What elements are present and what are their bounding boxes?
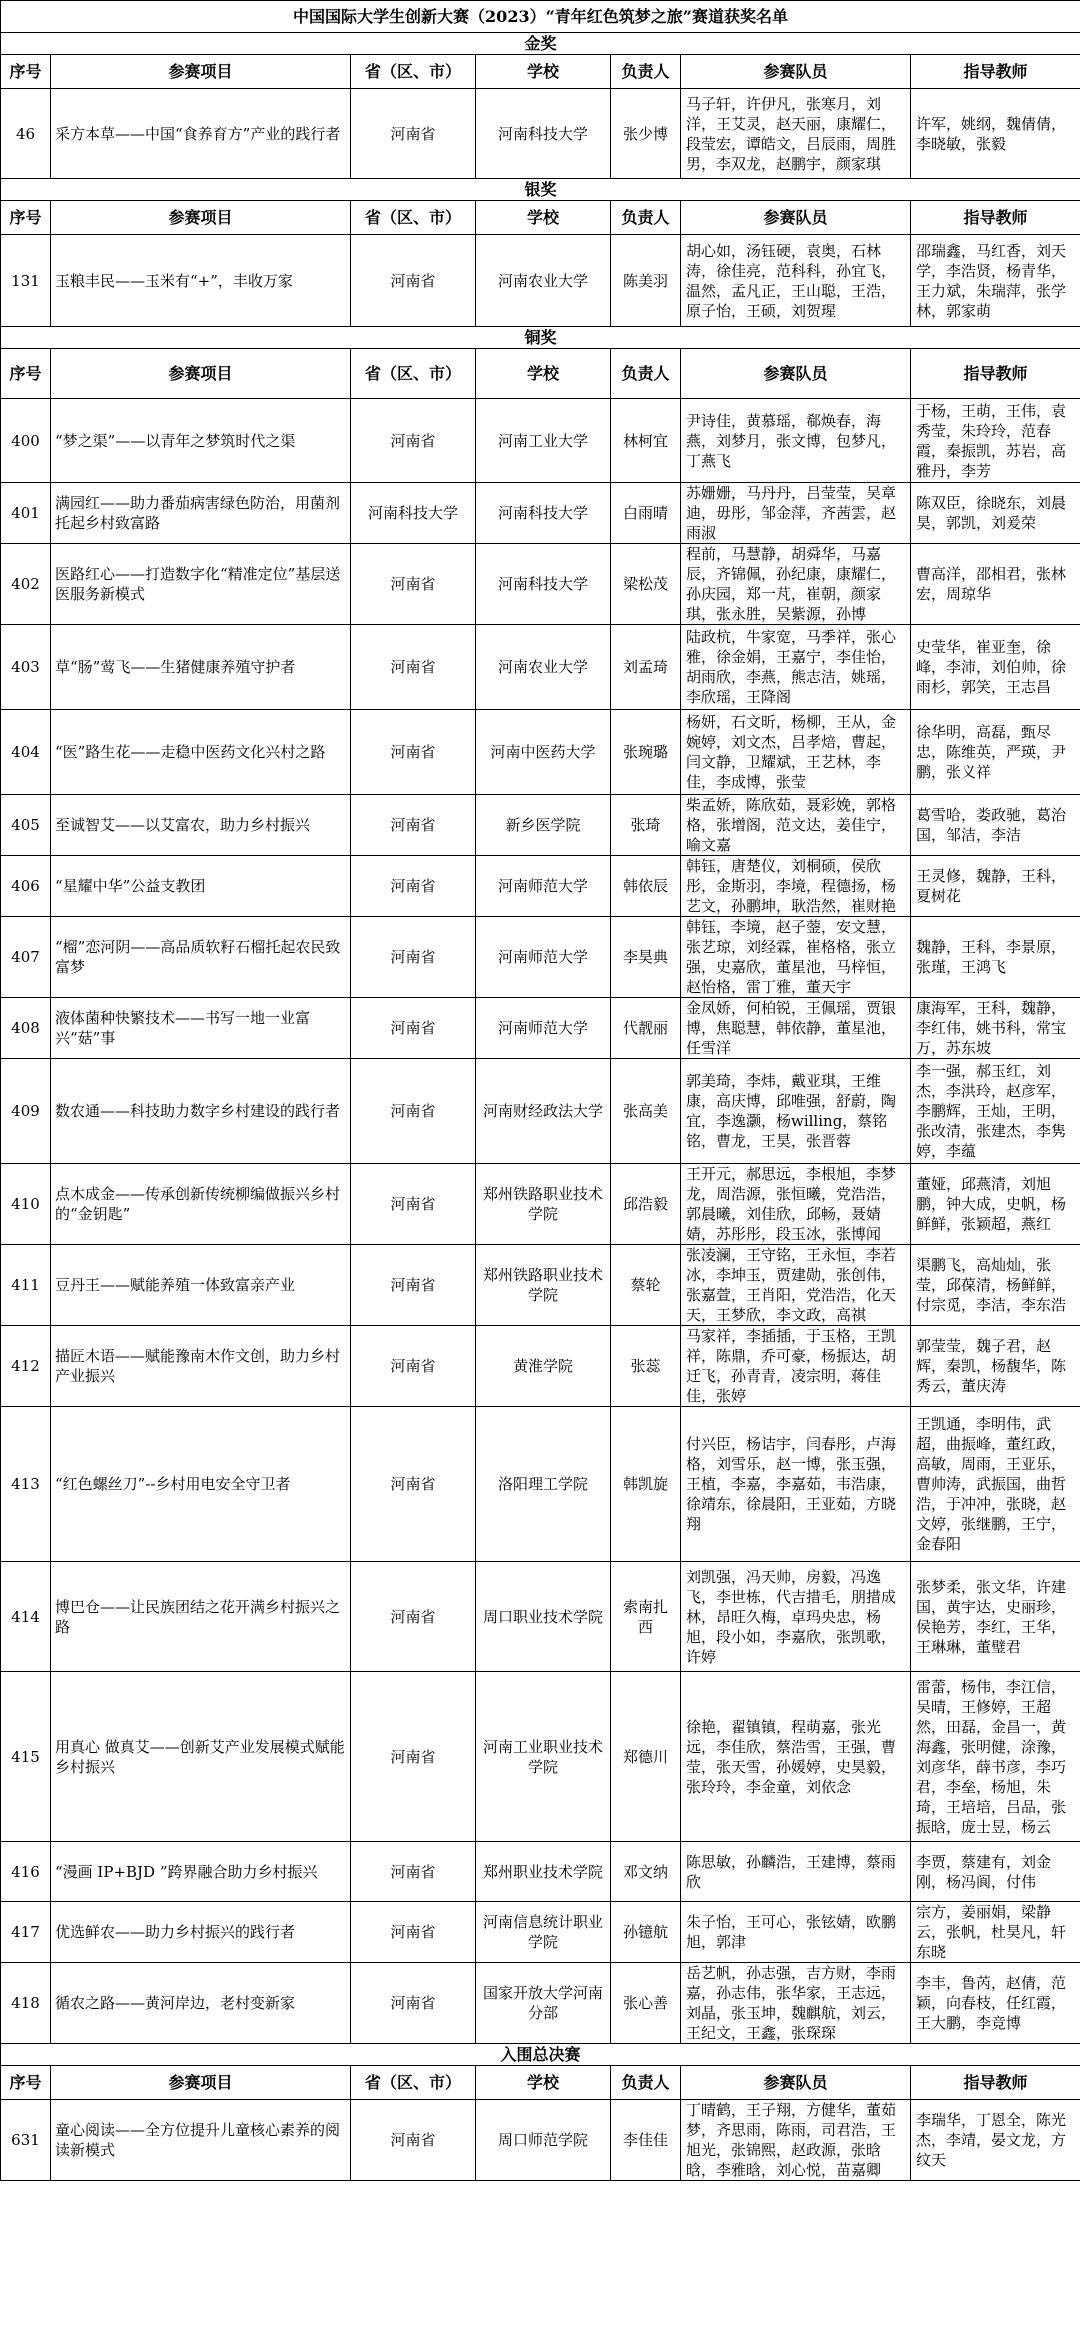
table-row (1, 483, 1080, 544)
cell-no: 406 (1, 856, 51, 917)
header-leader: 负责人 (611, 55, 681, 89)
cell-project: 童心阅读——全方位提升儿童核心素养的阅读新模式 (51, 2100, 351, 2181)
cell-leader: 张心善 (611, 1963, 681, 2044)
cell-no: 415 (1, 1672, 51, 1842)
cell-no: 407 (1, 917, 51, 998)
cell-leader: 韩依辰 (611, 856, 681, 917)
cell-school: 河南工业大学 (476, 399, 611, 483)
cell-province: 河南省 (351, 917, 476, 998)
cell-members: 郭美琦，李炜，戴亚琪，王维康，高庆博，邱唯强，舒蔚，陶宜，李逸灏，杨willing，蔡铭铭，曹龙，王昊，张晋蓉 (681, 1059, 911, 1164)
cell-teachers: 许军，姚纲，魏倩倩，李晓敏，张毅 (911, 89, 1080, 179)
cell-leader: 代靓丽 (611, 998, 681, 1059)
cell-school: 河南工业职业技术学院 (476, 1672, 611, 1842)
cell-project: 至诚智艾——以艾富农，助力乡村振兴 (51, 795, 351, 856)
cell-members: 刘凯强，冯天帅，房毅，冯逸飞，李世栋，代吉措毛，朋措成林，昂旺久梅，卓玛央忠，杨旭，段小如，李嘉欣，张凯歌，许婷 (681, 1562, 911, 1672)
cell-teachers: 魏静，王科，李景原，张瑾，王鸿飞 (911, 917, 1080, 998)
cell-project: 液体菌种快繁技术——书写一地一业富兴“菇”事 (51, 998, 351, 1059)
cell-members: 尹诗佳，黄慕瑶，郗焕春，海燕，刘梦月，张文博，包梦凡，丁燕飞 (681, 399, 911, 483)
cell-project: “梦之渠”——以青年之梦筑时代之渠 (51, 399, 351, 483)
cell-teachers: 史莹华，崔亚奎，徐峰，李沛，刘伯帅，徐雨杉，郭笑，王志昌 (911, 625, 1080, 710)
cell-teachers: 李瑞华，丁恩全，陈光杰，李靖，晏文龙，方纹天 (911, 2100, 1080, 2181)
cell-leader: 韩凯旋 (611, 1407, 681, 1562)
header-province: 省（区、市） (351, 201, 476, 235)
cell-province: 河南省 (351, 1562, 476, 1672)
cell-school: 河南科技大学 (476, 89, 611, 179)
cell-no: 131 (1, 235, 51, 327)
cell-project: 豆丹王——赋能养殖一体致富亲产业 (51, 1245, 351, 1326)
cell-project: 采方本草——中国“食养育方”产业的践行者 (51, 89, 351, 179)
table-row (1, 1963, 1080, 2044)
cell-province: 河南省 (351, 544, 476, 625)
header-teachers: 指导教师 (911, 55, 1080, 89)
header-province: 省（区、市） (351, 55, 476, 89)
cell-leader: 郑德川 (611, 1672, 681, 1842)
header-school: 学校 (476, 349, 611, 399)
table-row (1, 89, 1080, 179)
cell-teachers: 郭莹莹，魏子君，赵辉，秦凯，杨馥华，陈秀云，董庆涛 (911, 1326, 1080, 1407)
cell-leader: 梁松茂 (611, 544, 681, 625)
table-row (1, 1562, 1080, 1672)
cell-leader: 孙镱航 (611, 1902, 681, 1963)
header-members: 参赛队员 (681, 2066, 911, 2100)
cell-teachers: 宗方，姜丽娟，梁静云，张帆，杜昊凡，轩东晓 (911, 1902, 1080, 1963)
cell-members: 张凌澜，王守铭，王永恒，李若冰，李坤玉，贾建勋，张创伟，张嘉萱，王肖阳，党浩浩，化天天，王梦欣，李文政，高祺 (681, 1245, 911, 1326)
cell-leader: 张蕊 (611, 1326, 681, 1407)
cell-no: 412 (1, 1326, 51, 1407)
cell-no: 411 (1, 1245, 51, 1326)
cell-province: 河南省 (351, 998, 476, 1059)
table-row (1, 795, 1080, 856)
section-title: 铜奖 (1, 327, 1080, 349)
cell-no: 631 (1, 2100, 51, 2181)
header-no: 序号 (1, 201, 51, 235)
table-row (1, 2100, 1080, 2181)
cell-project: 循农之路——黄河岸边，老村变新家 (51, 1963, 351, 2044)
cell-school: 河南信息统计职业学院 (476, 1902, 611, 1963)
cell-teachers: 徐华明，高磊，甄尽忠，陈维英，严瑛，尹鹏，张义祥 (911, 710, 1080, 795)
table-row (1, 1672, 1080, 1842)
table-row (1, 1245, 1080, 1326)
cell-province: 河南省 (351, 710, 476, 795)
table-row (1, 544, 1080, 625)
table-row (1, 1407, 1080, 1562)
cell-teachers: 李一强，郝玉红，刘杰，李洪玲，赵彦军，李鹏辉，王灿，王明，张改清，张建杰，李隽婷，李蕴 (911, 1059, 1080, 1164)
header-leader: 负责人 (611, 201, 681, 235)
cell-teachers: 李贾，蔡建有，刘金刚，杨冯阆，付伟 (911, 1842, 1080, 1902)
cell-members: 程前，马慧静，胡舜华，马嘉辰，齐锦佩，孙纪康，康耀仁，孙庆园，郑一芃，崔朝，颜家琪，张永胜，吴紫源，孙博 (681, 544, 911, 625)
cell-no: 408 (1, 998, 51, 1059)
header-row (1, 2066, 1080, 2100)
cell-project: “星耀中华”公益支教团 (51, 856, 351, 917)
cell-school: 河南农业大学 (476, 235, 611, 327)
cell-school: 河南科技大学 (476, 483, 611, 544)
cell-project: 数农通——科技助力数字乡村建设的践行者 (51, 1059, 351, 1164)
cell-project: “医”路生花——走稳中医药文化兴村之路 (51, 710, 351, 795)
cell-teachers: 曹高洋，邵相君，张林宏，周琼华 (911, 544, 1080, 625)
cell-no: 402 (1, 544, 51, 625)
cell-school: 新乡医学院 (476, 795, 611, 856)
cell-project: “红色螺丝刀”--乡村用电安全守卫者 (51, 1407, 351, 1562)
cell-leader: 陈美羽 (611, 235, 681, 327)
cell-members: 付兴臣，杨诘宇，闫春彤，卢海格，刘雪乐，赵一博，张玉强，王植，李嘉，李嘉茹，韦浩康，徐靖东，徐晨阳，王亚茹，方晓翔 (681, 1407, 911, 1562)
cell-teachers: 王灵修，魏静，王科，夏树花 (911, 856, 1080, 917)
table-row (1, 1902, 1080, 1963)
cell-province: 河南省 (351, 795, 476, 856)
table-row (1, 1842, 1080, 1902)
cell-leader: 林柯宜 (611, 399, 681, 483)
header-members: 参赛队员 (681, 349, 911, 399)
page-title: 中国国际大学生创新大赛（2023）“青年红色筑梦之旅”赛道获奖名单 (1, 1, 1080, 33)
cell-province: 河南省 (351, 856, 476, 917)
cell-school: 郑州铁路职业技术学院 (476, 1164, 611, 1245)
cell-members: 韩钰，唐楚仪，刘桐硕，侯欣彤，金斯羽，李境，程德扬，杨艺文，孙鹏坤，耿浩然，崔财艳 (681, 856, 911, 917)
cell-project: “漫画 IP+BJD ”跨界融合助力乡村振兴 (51, 1842, 351, 1902)
cell-no: 403 (1, 625, 51, 710)
cell-teachers: 葛雪哈，娄政驰，葛治国，邹洁，李洁 (911, 795, 1080, 856)
header-leader: 负责人 (611, 349, 681, 399)
cell-school: 河南科技大学 (476, 544, 611, 625)
cell-project: 描匠木语——赋能豫南木作文创，助力乡村产业振兴 (51, 1326, 351, 1407)
cell-province: 河南省 (351, 1672, 476, 1842)
cell-project: 用真心 做真艾——创新艾产业发展模式赋能乡村振兴 (51, 1672, 351, 1842)
cell-members: 丁晴鹤，王子翔，方健华，董茹梦，齐思雨，陈雨，司君浩，王旭光，张锦熙，赵政源，张晗晗，李雅晗，刘心悦，苗嘉卿 (681, 2100, 911, 2181)
cell-province: 河南省 (351, 89, 476, 179)
header-row (1, 55, 1080, 89)
cell-teachers: 陈双臣，徐晓东，刘晨昊，郭凯，刘爰荣 (911, 483, 1080, 544)
section-title: 银奖 (1, 179, 1080, 201)
cell-province: 河南省 (351, 1902, 476, 1963)
cell-project: 优选鲜农——助力乡村振兴的践行者 (51, 1902, 351, 1963)
cell-school: 河南师范大学 (476, 917, 611, 998)
cell-leader: 白雨晴 (611, 483, 681, 544)
cell-project: 玉粮丰民——玉米有“+”，丰收万家 (51, 235, 351, 327)
section-title: 入围总决赛 (1, 2044, 1080, 2066)
header-no: 序号 (1, 55, 51, 89)
cell-members: 马子轩，许伊凡，张寒月，刘洋，王艾灵，赵天丽，康耀仁，段莹宏，谭皓文，吕辰雨，周胜男，李双龙，赵鹏宇，颜家琪 (681, 89, 911, 179)
header-no: 序号 (1, 349, 51, 399)
cell-teachers: 李丰，鲁芮，赵倩，范颖，向春枝，任红霞，王大鹏，李竞博 (911, 1963, 1080, 2044)
cell-members: 马家祥，李插插，于玉格，王凯祥，陈鼎，乔可豪，杨振达，胡迁飞，孙青青，凌宗明，蒋佳佳，张婷 (681, 1326, 911, 1407)
header-row (1, 349, 1080, 399)
cell-project: 满园红——助力番茄病害绿色防治，用菌剂托起乡村致富路 (51, 483, 351, 544)
table-row (1, 917, 1080, 998)
header-project: 参赛项目 (51, 55, 351, 89)
cell-province: 河南省 (351, 1164, 476, 1245)
header-leader: 负责人 (611, 2066, 681, 2100)
header-project: 参赛项目 (51, 2066, 351, 2100)
cell-leader: 张琦 (611, 795, 681, 856)
cell-members: 徐艳，翟镇镇，程萌嘉，张光远，李佳欣，蔡浩雪，王强，曹莹，张天雪，孙媛婷，史昊毅，张玲玲，李金童，刘依念 (681, 1672, 911, 1842)
cell-province: 河南省 (351, 2100, 476, 2181)
cell-no: 46 (1, 89, 51, 179)
cell-no: 405 (1, 795, 51, 856)
table-row (1, 1059, 1080, 1164)
cell-school: 郑州铁路职业技术学院 (476, 1245, 611, 1326)
cell-project: 医路红心——打造数字化“精准定位”基层送医服务新模式 (51, 544, 351, 625)
cell-school: 洛阳理工学院 (476, 1407, 611, 1562)
table-row (1, 625, 1080, 710)
cell-province: 河南省 (351, 1407, 476, 1562)
cell-school: 河南师范大学 (476, 998, 611, 1059)
header-members: 参赛队员 (681, 55, 911, 89)
cell-no: 409 (1, 1059, 51, 1164)
cell-teachers: 王凯通，李明伟，武超，曲振峰，董红政，高敏，周雨，王亚乐，曹帅涛，武振国，曲哲浩，于冲冲，张晓，赵文婷，张继鹏，王宁，金春阳 (911, 1407, 1080, 1562)
cell-members: 朱子怡，王可心，张铉婧，欧鹏旭，郭津 (681, 1902, 911, 1963)
cell-school: 河南财经政法大学 (476, 1059, 611, 1164)
cell-province: 河南省 (351, 235, 476, 327)
cell-no: 404 (1, 710, 51, 795)
cell-project: 草“肠”莺飞——生猪健康养殖守护者 (51, 625, 351, 710)
table-row (1, 1164, 1080, 1245)
header-province: 省（区、市） (351, 349, 476, 399)
cell-no: 416 (1, 1842, 51, 1902)
cell-members: 金凤娇，何柏锐，王佩瑶，贾银博，焦聪慧，韩依静，董星池，任雪洋 (681, 998, 911, 1059)
cell-leader: 张少博 (611, 89, 681, 179)
cell-teachers: 邵瑞鑫，马红香，刘天学，李浩贤，杨青华，王力斌，朱瑞萍，张学林，郭家萌 (911, 235, 1080, 327)
header-project: 参赛项目 (51, 201, 351, 235)
cell-leader: 索南扎西 (611, 1562, 681, 1672)
cell-teachers: 董娅，邱燕清，刘旭鹏，钟大成，史帆，杨鲜鲜，张颖超，燕红 (911, 1164, 1080, 1245)
table-row (1, 1326, 1080, 1407)
cell-no: 410 (1, 1164, 51, 1245)
cell-province: 河南省 (351, 1245, 476, 1326)
cell-teachers: 雷蕾，杨伟，李江信，吴晴，王修婷，王超然，田磊，金昌一，黄海鑫，张明健，涂豫，刘彦华，薛书彦，李巧君，李垒，杨旭，朱琦，王培培，吕品，张振晗，庞士昱，杨云 (911, 1672, 1080, 1842)
cell-no: 400 (1, 399, 51, 483)
cell-leader: 张琬璐 (611, 710, 681, 795)
cell-school: 周口职业技术学院 (476, 1562, 611, 1672)
cell-members: 胡心如，汤钰硬，袁奥，石林涛，徐佳亮，范科科，孙宜飞，温然，孟凡正，王山聪，王浩，原子怡，王硕，刘贺瑆 (681, 235, 911, 327)
header-school: 学校 (476, 55, 611, 89)
cell-members: 柴孟娇，陈欣茹，聂彩娩，郭格格，张增阁，范文达，姜佳宁，喻文嘉 (681, 795, 911, 856)
cell-leader: 李佳佳 (611, 2100, 681, 2181)
header-teachers: 指导教师 (911, 2066, 1080, 2100)
cell-members: 陈思敏，孙麟浩，王建博，蔡雨欣 (681, 1842, 911, 1902)
header-school: 学校 (476, 201, 611, 235)
cell-school: 河南师范大学 (476, 856, 611, 917)
cell-leader: 邓文纳 (611, 1842, 681, 1902)
cell-leader: 蔡轮 (611, 1245, 681, 1326)
cell-no: 413 (1, 1407, 51, 1562)
table-row (1, 998, 1080, 1059)
cell-project: 点木成金——传承创新传统柳编做振兴乡村的“金钥匙” (51, 1164, 351, 1245)
cell-school: 郑州职业技术学院 (476, 1842, 611, 1902)
table-row (1, 235, 1080, 327)
cell-school: 黄淮学院 (476, 1326, 611, 1407)
table-row (1, 710, 1080, 795)
cell-members: 韩钰，李境，赵子蓥，安文慧，张艺琼，刘经霖，崔格格，张立强，史嘉欣，董星池，马梓恒，赵怡格，雷丁雅，董天宇 (681, 917, 911, 998)
cell-members: 杨妍，石文昕，杨柳，王从，金婉婷，刘文杰，吕孝焙，曹起，闫文静，卫耀斌，王艺林，李佳，李成博，张莹 (681, 710, 911, 795)
cell-leader: 刘孟琦 (611, 625, 681, 710)
header-school: 学校 (476, 2066, 611, 2100)
cell-province: 河南省 (351, 1059, 476, 1164)
header-project: 参赛项目 (51, 349, 351, 399)
cell-province: 河南省 (351, 625, 476, 710)
cell-members: 苏姗姗，马丹丹，吕莹莹，吴章迪，毋彤，邹金萍，齐茜雲，赵雨淑 (681, 483, 911, 544)
cell-teachers: 康海军，王科，魏静，李红伟，姚书科，常宝万，苏东坡 (911, 998, 1080, 1059)
header-members: 参赛队员 (681, 201, 911, 235)
section-title: 金奖 (1, 33, 1080, 55)
cell-members: 陆政杭，牛家宽，马季祥，张心雅，徐金娟，王嘉宁，李佳怡，胡雨欣，李燕，熊志洁，姚瑶，李欣瑶，王降阁 (681, 625, 911, 710)
cell-leader: 张高美 (611, 1059, 681, 1164)
cell-teachers: 于杨，王萌，王伟，袁秀莹，朱玲玲，范春霞，秦振凯，苏岩，高雅丹，李芳 (911, 399, 1080, 483)
cell-no: 417 (1, 1902, 51, 1963)
cell-school: 河南农业大学 (476, 625, 611, 710)
header-no: 序号 (1, 2066, 51, 2100)
cell-school: 河南中医药大学 (476, 710, 611, 795)
cell-project: “榴”恋河阴——高品质软籽石榴托起农民致富梦 (51, 917, 351, 998)
cell-province: 河南省 (351, 1963, 476, 2044)
cell-leader: 李昊典 (611, 917, 681, 998)
cell-province: 河南省 (351, 1842, 476, 1902)
header-teachers: 指导教师 (911, 349, 1080, 399)
cell-no: 418 (1, 1963, 51, 2044)
cell-province: 河南省 (351, 1326, 476, 1407)
cell-project: 博巴仓——让民族团结之花开满乡村振兴之路 (51, 1562, 351, 1672)
table-row (1, 856, 1080, 917)
cell-leader: 邱浩毅 (611, 1164, 681, 1245)
header-province: 省（区、市） (351, 2066, 476, 2100)
cell-no: 401 (1, 483, 51, 544)
header-row (1, 201, 1080, 235)
cell-school: 周口师范学院 (476, 2100, 611, 2181)
table-row (1, 399, 1080, 483)
cell-members: 王开元，郝思远，李根旭，李梦龙，周浩源，张恒曦，党浩浩，郭晨曦，刘佳欣，邱畅，聂婧婧，苏彤彤，段玉冰，张博闻 (681, 1164, 911, 1245)
header-teachers: 指导教师 (911, 201, 1080, 235)
cell-no: 414 (1, 1562, 51, 1672)
cell-province: 河南省 (351, 399, 476, 483)
cell-school: 国家开放大学河南分部 (476, 1963, 611, 2044)
cell-province: 河南科技大学 (351, 483, 476, 544)
cell-teachers: 渠鹏飞，高灿灿，张莹，邱葆清，杨鲜鲜，付宗觅，李洁，李东浩 (911, 1245, 1080, 1326)
cell-members: 岳艺帆，孙志强，吉方财，李雨嘉，孙志伟，张华家，王志远，刘晶，张玉坤，魏麒航，刘云，王纪文，王鑫，张琛琛 (681, 1963, 911, 2044)
cell-teachers: 张梦柔，张文华，许建国，黄宇达，史丽珍，侯艳芳，李红，王华，王琳琳，董璧君 (911, 1562, 1080, 1672)
